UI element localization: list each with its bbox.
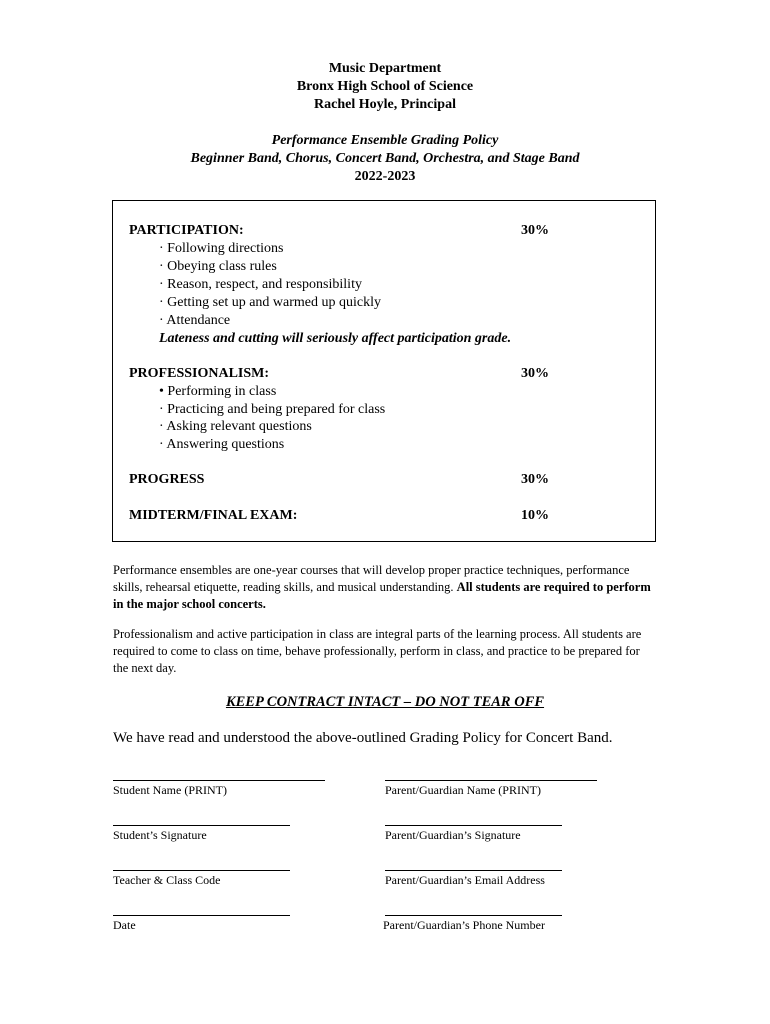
participation-percent: 30%	[521, 223, 549, 238]
student-name-line[interactable]	[113, 780, 325, 781]
lateness-note: Lateness and cutting will seriously affect participation grade.	[159, 331, 512, 346]
course-description	[113, 562, 653, 613]
teacher-class-code-line[interactable]	[113, 870, 290, 871]
policy-title: Performance Ensemble Grading Policy	[271, 133, 499, 148]
principal-name: Rachel Hoyle, Principal	[314, 97, 456, 112]
concert-requirement: All students are required to perform in the major school concerts.	[113, 580, 651, 611]
participation-item: · Following directions	[159, 241, 284, 256]
date-label: Date	[113, 918, 136, 932]
parent-email-label: Parent/Guardian’s Email Address	[385, 873, 545, 887]
parent-signature-label: Parent/Guardian’s Signature	[385, 828, 521, 842]
department-title: Music Department	[328, 61, 442, 76]
participation-item: · Reason, respect, and responsibility	[159, 277, 362, 292]
participation-item: · Obeying class rules	[159, 259, 277, 274]
ensembles-list: Beginner Band, Chorus, Concert Band, Orchestra, and Stage Band	[190, 151, 580, 166]
student-signature-label: Student’s Signature	[113, 828, 207, 842]
professionalism-item: • Performing in class	[159, 384, 277, 399]
parent-phone-label: Parent/Guardian’s Phone Number	[383, 918, 545, 932]
professionalism-paragraph: Professionalism and active participation in class are integral parts of the learning process. All students are required to come to class on time, behave professionally, perform in class, and practice to be prepared for the next day.	[113, 627, 642, 675]
professionalism-percent: 30%	[521, 366, 549, 381]
school-year: 2022-2023	[354, 169, 416, 184]
keep-contract-title: KEEP CONTRACT INTACT – DO NOT TEAR OFF	[225, 694, 545, 710]
parent-email-line[interactable]	[385, 870, 562, 871]
professionalism-item: · Answering questions	[159, 437, 285, 452]
professionalism-item: · Practicing and being prepared for class	[159, 402, 386, 417]
acknowledgement-statement: We have read and understood the above-outlined Grading Policy for Concert Band.	[113, 730, 613, 746]
grading-box	[112, 200, 656, 542]
parent-signature-line[interactable]	[385, 825, 562, 826]
exam-percent: 10%	[521, 508, 549, 523]
professionalism-heading: PROFESSIONALISM:	[129, 366, 270, 381]
student-name-label: Student Name (PRINT)	[113, 783, 227, 797]
progress-heading: PROGRESS	[129, 472, 205, 487]
date-line[interactable]	[113, 915, 290, 916]
parent-phone-line[interactable]	[385, 915, 562, 916]
school-name: Bronx High School of Science	[296, 79, 474, 94]
teacher-class-code-label: Teacher & Class Code	[113, 873, 221, 887]
parent-name-label: Parent/Guardian Name (PRINT)	[385, 783, 541, 797]
student-signature-line[interactable]	[113, 825, 290, 826]
participation-item: · Attendance	[159, 313, 231, 328]
participation-item: · Getting set up and warmed up quickly	[159, 295, 382, 310]
professionalism-item: · Asking relevant questions	[159, 419, 312, 434]
exam-heading: MIDTERM/FINAL EXAM:	[129, 508, 298, 523]
participation-heading: PARTICIPATION:	[129, 223, 244, 238]
progress-percent: 30%	[521, 472, 549, 487]
parent-name-line[interactable]	[385, 780, 597, 781]
course-description-text: Performance ensembles are one-year courses that will develop proper practice techniques, performance skills, rehearsal etiquette, reading skills, and musical understanding.	[113, 563, 630, 594]
